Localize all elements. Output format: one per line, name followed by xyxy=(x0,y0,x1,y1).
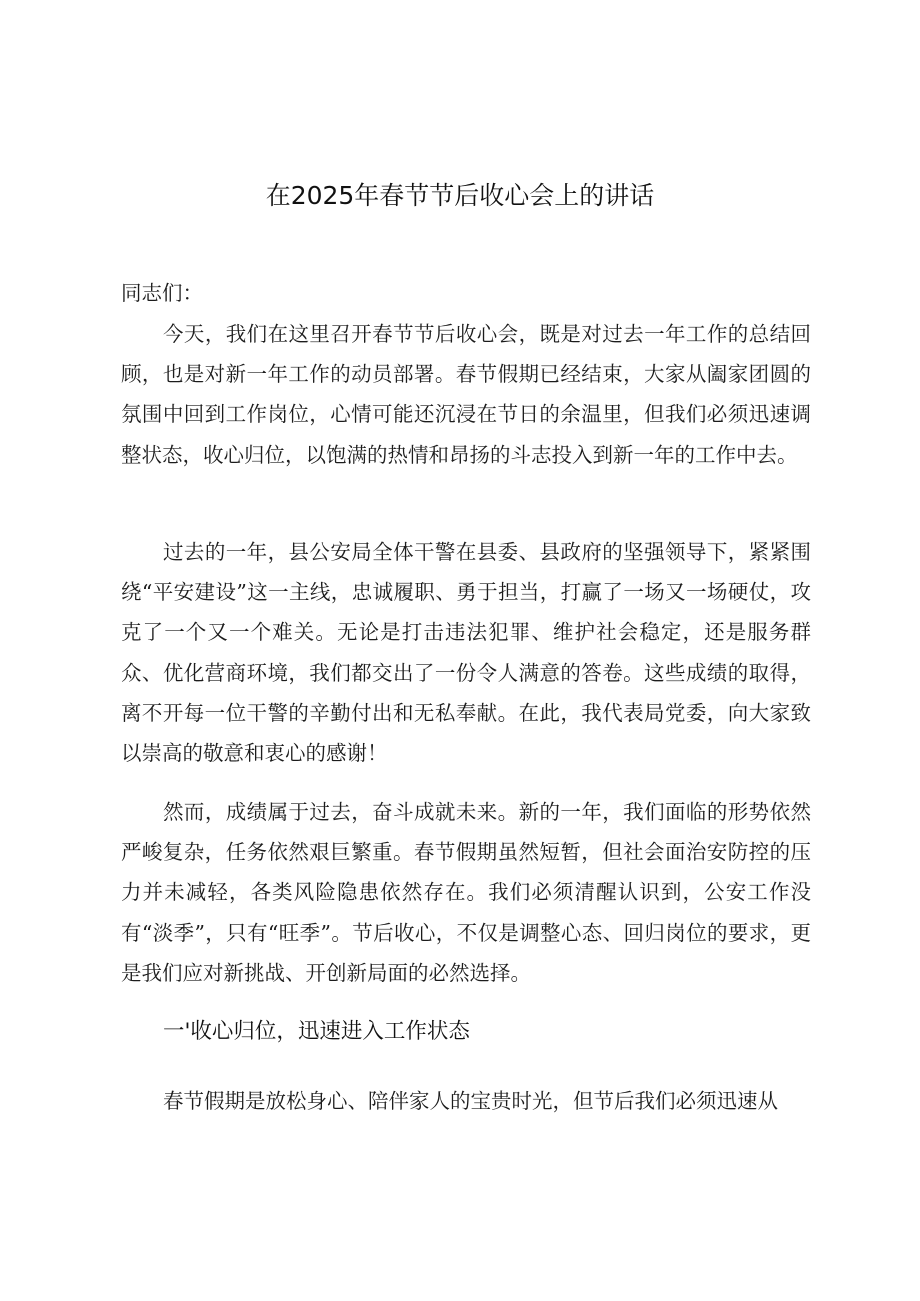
paragraph-4: 春节假期是放松身心、陪伴家人的宝贵时光，但节后我们必须迅速从 xyxy=(163,1089,778,1113)
salutation: 同志们： xyxy=(121,281,203,305)
document-title: 在2025年春节节后收心会上的讲话 xyxy=(265,181,655,210)
paragraph-3: 然而，成绩属于过去，奋斗成就未来。新的一年，我们面临的形势依然严峻复杂，任务依然艰巨繁重。春节假期虽然短暂，但社会面治安防控的压力并未减轻，各类风险隐患依然存在。我们必须清醒认识到，公安工作没有“淡季”，只有“旺季”。节后收心，不仅是调整心态、回归岗位的要求，更是我们应对新挑战、开创新局面的必然选择。 xyxy=(121,800,811,985)
paragraph-2: 过去的一年，县公安局全体干警在县委、县政府的坚强领导下，紧紧围绕“平安建设”这一主线，忠诚履职、勇于担当，打赢了一场又一场硬仗，攻克了一个又一个难关。无论是打击违法犯罪、维护社会稳定，还是服务群众、优化营商环境，我们都交出了一份令人满意的答卷。这些成绩的取得，离不开每一位干警的辛勤付出和无私奉献。在此，我代表局党委，向大家致以崇高的敬意和衷心的感谢！ xyxy=(121,540,811,766)
paragraph-1: 今天，我们在这里召开春节节后收心会，既是对过去一年工作的总结回顾，也是对新一年工作的动员部署。春节假期已经结束，大家从阖家团圆的氛围中回到工作岗位，心情可能还沉浸在节日的余温里，但我们必须迅速调整状态，收心归位，以饱满的热情和昂扬的斗志投入到新一年的工作中去。 xyxy=(121,322,811,467)
section-heading: 一'收心归位，迅速进入工作状态 xyxy=(163,1019,470,1044)
